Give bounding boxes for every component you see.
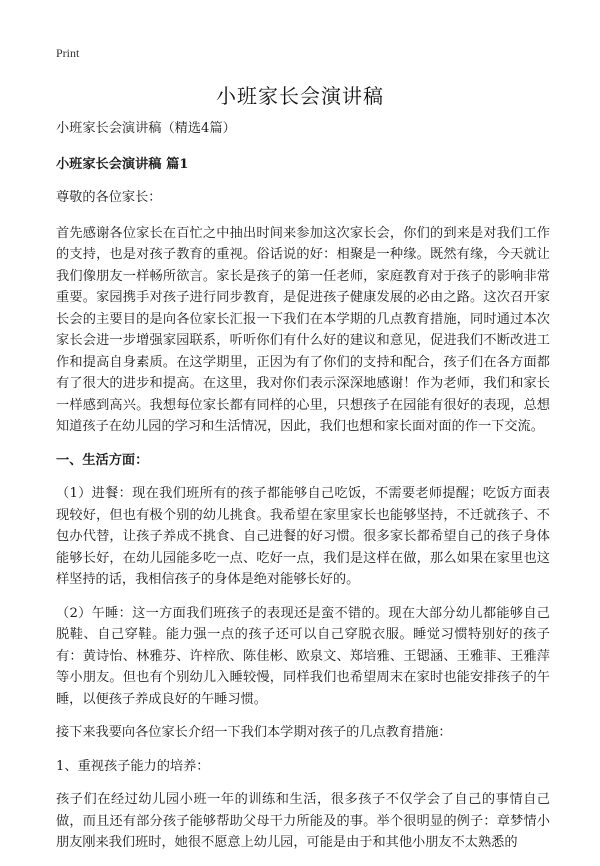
article-heading: 小班家长会演讲稿 篇1 — [56, 156, 189, 172]
body-paragraph-nap: （2）午睡：这一方面我们班孩子的表现还是蛮不错的。现在大部分幼儿都能够自己脱鞋、自己穿鞋。能力强一点的孩子还可以自己穿脱衣服。睡觉习惯特别好的孩子有：黄诗怡、林雅芬、许梓欣、陈佳彬、欧泉文、郑培雅、王锶涵、王雅菲、王雅萍等小朋友。但也有个别幼儿入睡较慢，同样我们也希望周末在家时也能安排孩子的午睡，以便孩子养成良好的午睡习惯。 — [56, 605, 550, 707]
body-paragraph-intro-measures: 接下来我要向各位家长介绍一下我们本学期对孩子的几点教育措施： — [56, 725, 452, 740]
section-heading-life: 一、生活方面： — [56, 452, 149, 468]
print-label: Print — [56, 46, 80, 60]
body-paragraph-ability: 孩子们在经过幼儿园小班一年的训练和生活，很多孩子不仅学会了自己的事情自己做，而且还有部分孩子能够帮助父母干力所能及的事。举个很明显的例子：章梦情小朋友刚来我们班时，她很不愿意上幼儿园，可能是由于和其他小朋友不太熟悉的 — [56, 792, 550, 850]
document-body — [56, 118, 550, 866]
greeting: 尊敬的各位家长： — [56, 190, 162, 205]
body-paragraph: 首先感谢各位家长在百忙之中抽出时间来参加这次家长会，你们的到来是对我们工作的支持，也是对孩子教育的重视。俗话说的好：相聚是一种缘。既然有缘，今天就让我们像朋友一样畅所欲言。家长是孩子的第一任老师，家庭教育对于孩子的影响非常重要。家园携手对孩子进行同步教育，是促进孩子健康发展的必由之路。这次召开家长会的主要目的是向各位家长汇报一下我们在本学期的几点教育措施，同时通过本次家长会进一步增强家园联系，听听你们有什么好的建议和意见，促进我们不断改进工作和提高自身素质。在这学期里，正因为有了你们的支持和配合，孩子们在各方面都有了很大的进步和提高。在这里，我对你们表示深深地感谢！作为老师，我们和家长一样感到高兴。我想每位家长都有同样的心里，只想孩子在园能有很好的表现，总想知道孩子在幼儿园的学习和生活情况，因此，我们也想和家长面对面的作一下交流。 — [56, 225, 550, 434]
subheading-ability: 1、重视孩子能力的培养： — [56, 758, 210, 774]
document-title: 小班家长会演讲稿 — [216, 84, 384, 108]
document-subtitle: 小班家长会演讲稿（精选4篇） — [56, 121, 236, 136]
body-paragraph-meals: （1）进餐：现在我们班所有的孩子都能够自己吃饭，不需要老师提醒；吃饭方面表现较好，但也有极个别的幼儿挑食。我希望在家里家长也能够坚持，不迁就孩子、不包办代替，让孩子养成不挑食、自己进餐的好习惯。很多家长都希望自己的孩子身体能够长好，在幼儿园能多吃一点、吃好一点，我们是这样在做，那么如果在家里也这样坚持的话，我相信孩子的身体是绝对能够长好的。 — [56, 486, 550, 587]
